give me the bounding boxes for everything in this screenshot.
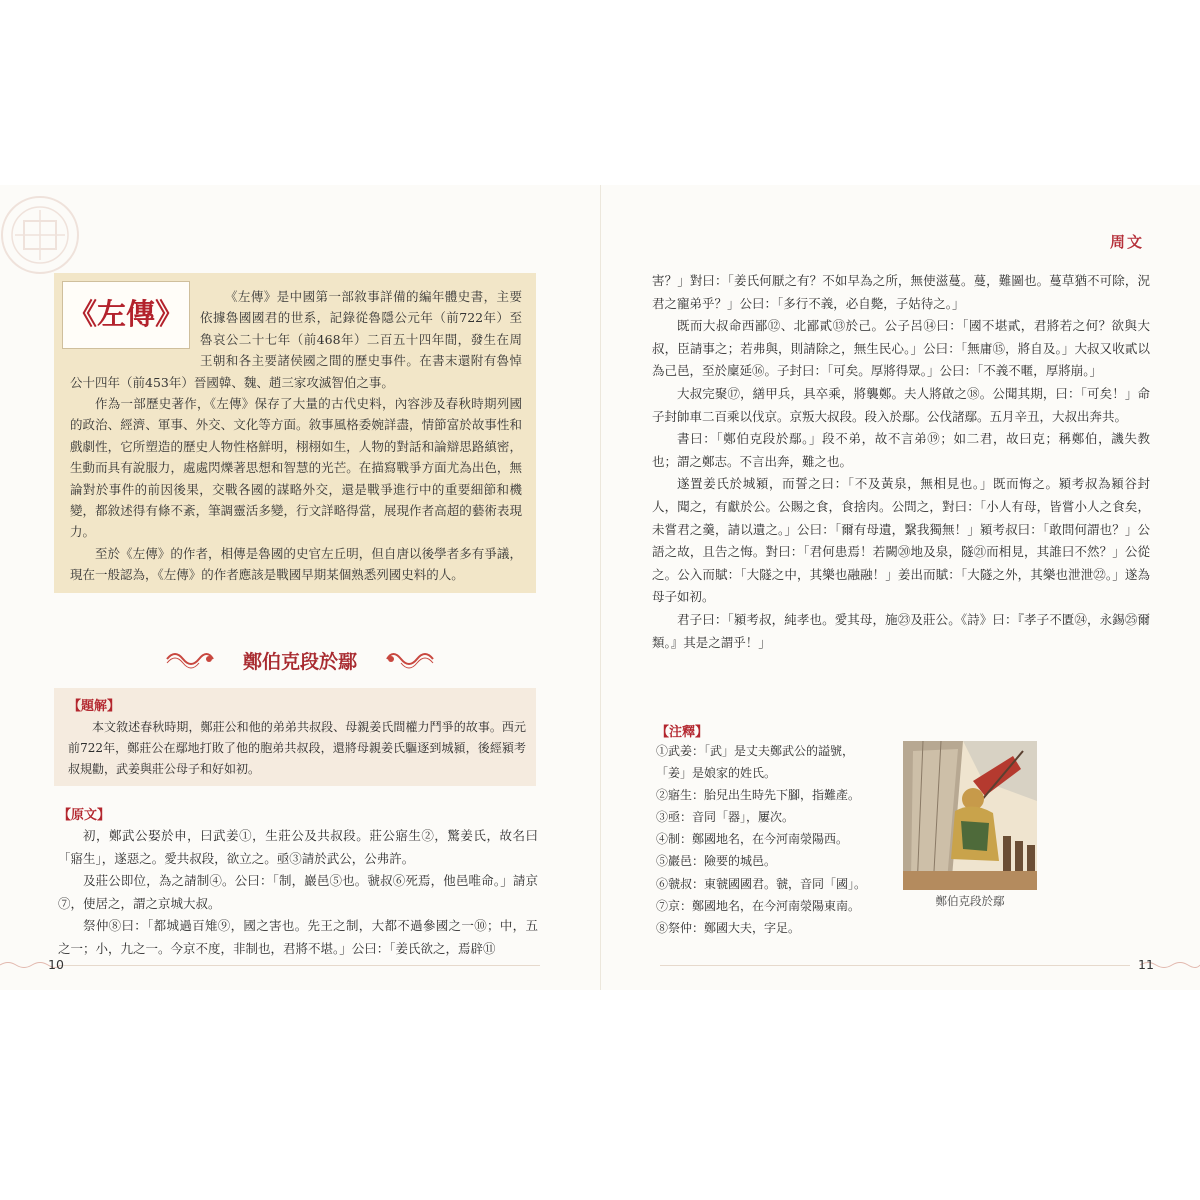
right-page-text [652,270,1150,654]
right-paragraph: 遂置姜氏於城潁，而誓之曰：「不及黃泉，無相見也。」既而悔之。潁考叔為潁谷封人，聞之，有獻於公。公賜之食，食捨肉。公問之，對曰：「小人有母，皆嘗小人之食矣，未嘗君之羹，請以遺之。」公曰：「爾有母遺，繄我獨無！」潁考叔曰：「敢問何謂也？」公語之故，且告之悔。對曰：「君何患焉！若闕⑳地及泉，隧㉑而相見，其誰曰不然？」公從之。公入而賦：「大隧之中，其樂也融融！」姜出而賦：「大隧之外，其樂也泄泄㉒。」遂為母子如初。 [652,476,1150,605]
tijie-label: 【題解】 [68,699,121,714]
spine-divider [600,185,601,990]
left-ornament-icon [165,645,215,673]
section-title: 鄭伯克段於鄢 [242,651,357,673]
notes-label: 【注釋】 [656,725,709,740]
yuanwen-label: 【原文】 [58,808,111,823]
page-label: 周文 [1110,233,1145,251]
note-item: ⑦京：鄭國地名，在今河南滎陽東南。 [656,898,861,913]
note-item: ⑧祭仲：鄭國大夫，字足。 [656,920,801,935]
left-footer-rule [60,965,540,966]
note-item: ②寤生：胎兒出生時先下腳，指難產。 [656,788,861,803]
illustration-caption: 鄭伯克段於鄢 [935,894,1005,908]
note-item: ③亟：音同「器」，屢次。 [656,810,795,825]
yuanwen-paragraph: 祭仲⑧曰：「都城過百雉⑨，國之害也。先王之制，大都不過參國之一⑩；中，五之一；小，九之一。今京不度，非制也，君將不堪。」公曰：「姜氏欲之，焉辟⑪ [58,918,538,956]
right-ornament-icon [385,645,435,673]
intro-paragraph: 《左傳》是中國第一部敘事詳備的編年體史書，主要依據魯國國君的世系，記錄從魯隱公元年（前722年）至魯哀公二十七年（前468年）二百五十四年間，發生在周王朝和各主要諸侯國之間的歷史事件。在書末還附有魯悼公十四年（前453年）晉國韓、魏、趙三家攻滅智伯之事。 [70,289,522,390]
right-paragraph: 書曰：「鄭伯克段於鄢。」段不弟，故不言弟⑲；如二君，故曰克；稱鄭伯，譏失教也；謂之鄭志。不言出奔，難之也。 [652,431,1150,469]
intro-paragraph: 至於《左傳》的作者，相傳是魯國的史官左丘明，但自唐以後學者多有爭議，現在一般認為，《左傳》的作者應該是戰國早期某個熟悉列國史料的人。 [70,545,522,583]
page-number-left: 10 [48,957,64,972]
right-paragraph: 大叔完聚⑰，繕甲兵，具卒乘，將襲鄭。夫人將啟之⑱。公聞其期，曰：「可矣！」命子封帥車二百乘以伐京。京叛大叔段。段入於鄢。公伐諸鄢。五月辛丑，大叔出奔共。 [652,385,1150,424]
note-item: ④制：鄭國地名，在今河南滎陽西。 [656,832,849,847]
book-title-box [62,281,190,349]
yuanwen-paragraph: 及莊公即位，為之請制④。公曰：「制，巖邑⑤也。虢叔⑥死焉，他邑唯命。」請京⑦，使居之，謂之京城大叔。 [58,873,538,911]
intro-paragraph: 作為一部歷史著作，《左傳》保存了大量的古代史料，內容涉及春秋時期列國的政治、經濟、軍事、外交、文化等方面。敘事風格委婉詳盡，情節富於故事性和戲劇性，它所塑造的歷史人物性格鮮明，栩栩如生，人物的對話和論辯思路縝密，生動而具有說服力，處處閃爍著思想和智慧的光芒。在描寫戰爭方面尤為出色，無論對於事件的前因後果，交戰各國的謀略外交，還是戰爭進行中的重要細節和機變，都敘述得有條不紊，筆調靈活多變，行文詳略得當，展現作者高超的藝術表現力。 [70,396,522,540]
yuanwen-paragraph: 初，鄭武公娶於申，曰武姜①，生莊公及共叔段。莊公寤生②，驚姜氏，故名曰「寤生」，遂惡之。愛共叔段，欲立之。亟③請於武公，公弗許。 [58,828,538,866]
right-paragraph: 君子曰：「潁考叔，純孝也。愛其母，施㉓及莊公。《詩》曰：『孝子不匱㉔，永錫㉕爾類。』其是之謂乎！」 [652,611,1150,650]
page-number-right: 11 [1138,957,1154,972]
section-title-banner [165,645,435,673]
tijie-text: 本文敘述春秋時期，鄭莊公和他的弟弟共叔段、母親姜氏間權力鬥爭的故事。西元前722年，鄭莊公在鄢地打敗了他的胞弟共叔段，還將母親姜氏驅逐到城潁，後經潁考叔規勸，武姜與莊公母子和好如初。 [68,720,526,776]
tijie-box [54,688,536,786]
note-item: ⑥虢叔：東虢國國君。虢，音同「國」。 [656,876,867,891]
note-item: ⑤巖邑：險要的城邑。 [656,854,777,869]
battle-illustration [903,741,1037,890]
right-paragraph: 害？」對曰：「姜氏何厭之有？不如早為之所，無使滋蔓。蔓，難圖也。蔓草猶不可除，況君之寵弟乎？」公曰：「多行不義，必自斃，子姑待之。」 [652,273,1150,311]
right-footer-rule [660,965,1130,966]
right-paragraph: 既而大叔命西鄙⑫、北鄙貳⑬於己。公子呂⑭曰：「國不堪貳，君將若之何？欲與大叔，臣請事之；若弗與，則請除之，無生民心。」公曰：「無庸⑮，將自及。」大叔又收貳以為己邑，至於廩延⑯。子封曰：「可矣。厚將得眾。」公曰：「不義不暱，厚將崩。」 [652,318,1150,379]
yuanwen-text [58,825,538,961]
note-item: 「姜」是娘家的姓氏。 [656,766,777,781]
book-title: 《左傳》 [67,297,184,331]
note-item: ①武姜：「武」是丈夫鄭武公的謚號， [656,744,855,758]
circle-ornament-icon [0,190,90,280]
